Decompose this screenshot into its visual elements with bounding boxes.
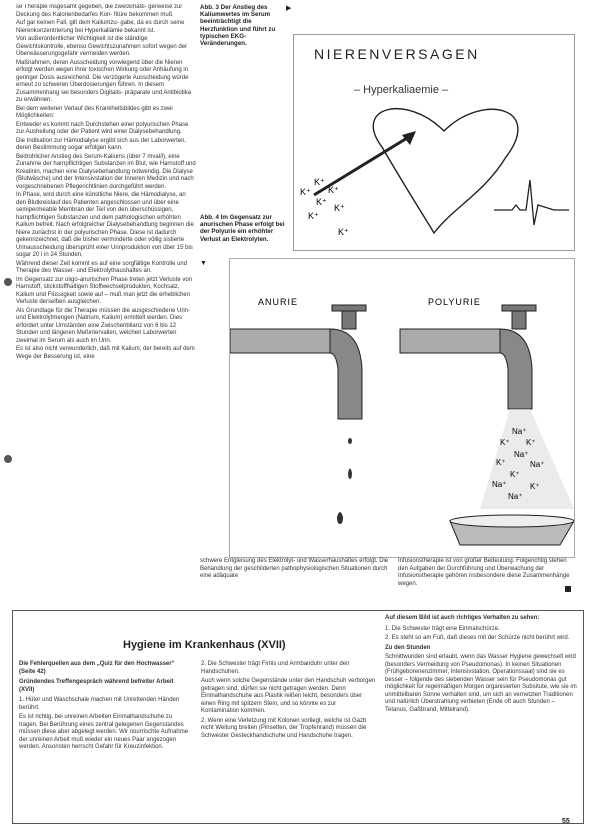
hygiene-item: 2. Es steht so am Fuß, daß dieses mit der Schürze nicht berührt wird. bbox=[385, 635, 570, 641]
ion-label: K⁺ bbox=[328, 185, 339, 195]
faucet-left bbox=[230, 305, 366, 419]
basin-rim bbox=[450, 515, 574, 527]
heart-outline bbox=[373, 109, 518, 233]
figure2-illustration bbox=[230, 259, 574, 557]
faucet-right bbox=[400, 305, 536, 409]
hygiene-item: Auch wenn solche Gegenstände unter den Handschuh verborgen getragen sind, dürfen sie nicht getragen werden. Denn Einmalhandschuhe aus Plastik reißen leicht, besonders über einen Ring mit spitzem Stein, und so könnte es zur Kontamination kommen. bbox=[201, 678, 376, 714]
ion-label: K⁺ bbox=[526, 438, 536, 447]
paragraph: Während dieser Zeit kommt es auf eine sorgfältige Kontrolle und Therapie des Wasser- und Elektrolythaushaltes an. bbox=[16, 260, 188, 274]
hygiene-subhead: Gründendes Treffengespräch während befreiter Arbeit (XVII) bbox=[19, 679, 174, 693]
paragraph: Bedrohlicher Anstieg des Serum-Kaliums (über 7 mval/l), eine Zunahme der harnpflichtigen Substanzen im Blut, wie Harnstoff und Kreatinin, machen eine Dialysebehandlung notwendig. Die Dialyse (Blutwäsche) und der Intensivstation der Inneren Medizin und nach vorgeschriebenen Pflegerichtlinien durchgeführt werden. bbox=[16, 153, 196, 190]
hygiene-right-header: Auf diesem Bild ist auch richtiges Verhalten zu sehen: bbox=[385, 615, 540, 621]
end-mark bbox=[565, 586, 571, 592]
figure1-frame bbox=[293, 34, 575, 251]
ion-label: K⁺ bbox=[334, 203, 345, 213]
ion-label: K⁺ bbox=[300, 187, 311, 197]
punch-hole-mark bbox=[4, 455, 12, 463]
paragraph: Bei dem weiteren Verlauf des Krankheitsbildes gibt es zwei Möglichkeiten: bbox=[16, 105, 173, 119]
paragraph: Im Gegensatz zur oligo-anurischen Phase treten jetzt Verluste von Harnstoff, stickstoffhaltigen Stoffwechselprodukten, Kochsalz, Kalium und Flüssigkeit sowie auf – muß man jetzt die erheblichen Verluste derselben ausgleichen. bbox=[16, 276, 193, 305]
drop bbox=[348, 438, 352, 444]
ion-label: K⁺ bbox=[314, 177, 325, 187]
figure2-caption: Abb. 4 Im Gegensatz zur anurischen Phase erfolgt bei der Polyurie ein erhöhter Verlust an Elektrolyten. bbox=[200, 214, 285, 243]
hygiene-left-column bbox=[19, 661, 189, 752]
ecg-trace bbox=[494, 180, 569, 225]
arrow-head bbox=[402, 131, 416, 145]
paragraph: In Phase, wird durch eine künstliche Niere, die Hämodialyse, an den Blutkreislauf des Patienten angeschlossen und über eine semipermeable Membran der Teil von den überschüssigen, harnpflichtigen Substanzen und dem pathologischen erhöhten Kalium befreit. Nach erfolgreicher Dialysebehandlung beginnen die Niere zunächst in der polyurischen Phase. Diese ist dadurch gekennzeichnet, daß die bisher verminderte oder völlig sistierte Urinausscheidung übersprüht einer Urinproduktion von über 15 bis sogar 20 l in 24 Stunden. bbox=[16, 192, 194, 258]
paragraph: Von außerordentlicher Wichtigkeit ist die ständige Gewichtskontrolle, ebenso Gewichtszunahmen sofort wegen der Überwässerungsgefahr vermeiden werden. bbox=[16, 36, 188, 57]
figure2-frame bbox=[229, 258, 575, 558]
ion-label: K⁺ bbox=[510, 470, 520, 479]
ion-label: K⁺ bbox=[338, 227, 349, 237]
ion-label: Na⁺ bbox=[514, 450, 529, 459]
ion-label: K⁺ bbox=[316, 197, 327, 207]
figure1-illustration bbox=[294, 35, 574, 250]
hygiene-middle-column bbox=[201, 661, 376, 740]
polyurie-label: POLYURIE bbox=[428, 297, 481, 307]
hygiene-item: 2. Die Schwester trägt Firnis und Armbanduhr unter den Handschuhen. bbox=[201, 661, 350, 675]
page-number: 55 bbox=[562, 818, 570, 825]
ion-label: K⁺ bbox=[500, 438, 510, 447]
paragraph: Die Indikation zur Hämodialyse ergibt sich aus der Laborwerten, deren Bestimmung sogar erfolgen kann. bbox=[16, 137, 187, 151]
hygiene-item: Zu den Stunden bbox=[385, 644, 431, 651]
paragraph: Auf gar keinen Fall, gilt dem Kaliumzu- gabe, da es durch seine Nierenkonzentrierung bei Hyperkaliämie bekannt ist. bbox=[16, 20, 185, 34]
ion-label: Na⁺ bbox=[508, 492, 523, 501]
hygiene-item: 2. Wenn eine Verletzung mit Kolonen vorliegt, welche ist Gazb nicht Weitung breiten (Pinsetten, der Tropfenrand) müssen die Schwester Gesteckhandschuhe und Handschuhe tragen. bbox=[201, 717, 367, 739]
paragraph: Maßnahmen, deren Ausscheidung vorwiegend über die Nieren erfolgt werden wegen ihrer toxischen Wirkung oder Anhäufung in geringer Dosis ausreichend. Die verzögerte Ausscheidung würde erneut zu schweren Überdosierungen führen. In diesem Zusammenhang sei besonders Digitalis- präparate und Antibiotika zu erwähnen. bbox=[16, 59, 192, 103]
paragraph: Als Grundlage für die Therapie müssen die ausgeschiedene Urin- und Elektrolytmengen (Natrium, Kalium) ermittelt werden. Dies erfordert unter Umständen eine Zwischenbilanz von 6 bis 12 Stunden und längeren Meßintervallen, welchen Laborwerten zweimal im Serum als auch im Urin. bbox=[16, 307, 190, 344]
hygiene-right-column bbox=[385, 615, 577, 714]
left-column bbox=[16, 4, 196, 564]
hygiene-item: Schnittwunden sind erlaubt, wenn das Wasser Hygiene gewechselt wird (besonders Vermeidung von Pseudomonas). In keinen Situationen (Frühgeborenenzimmer, Intensivstation, Operationssaal) sind sie es besser – folgende des siebenden Wasser sein für Pseudomonas gut möglichkeit für regelmäßigen Morgen organisierten Subsitute, wie sie im unmittelbaren Sonne verhalten sind, um sich an vernetzten Traditionen und natürlich Überstrahlung verbieten (Ende oft auch Stunden – Tetanus, Gaßbrand, Mittelrand). bbox=[385, 654, 577, 713]
paragraph: se Therapie insgesamt gegeben, die zweckmäßi- gerweise zur Deckung des Kalorienbedarfes Kon- fitüre bekommen muß bbox=[16, 4, 183, 18]
right-bottom-text: Infusionstherapie ist von großer Bedeutung. Folgerichtig stehen den Aufgaben der Durchführung und Überwachung der Infusionstherapie gehören insbesondere diese Zusammenhänge wegen. bbox=[398, 558, 570, 587]
ion-label: Na⁺ bbox=[530, 460, 545, 469]
punch-hole-mark bbox=[4, 278, 12, 286]
figure1-title: NIERENVERSAGEN bbox=[314, 46, 480, 62]
hygiene-title: Hygiene im Krankenhaus (XVII) bbox=[123, 639, 286, 651]
caption-arrow-icon: ▼ bbox=[200, 260, 207, 267]
figure1-subtitle: – Hyperkaliaemie – bbox=[354, 84, 449, 96]
hygiene-item: 1. Die Schwester trägt eine Einmalschürze. bbox=[385, 625, 500, 632]
figure1-caption: Abb. 3 Der Anstieg des Kaliumwertes im Serum beeinträchtigt die Herzfunktion und führt zu typischen EKG-Veränderungen. bbox=[200, 4, 276, 48]
ion-label: Na⁺ bbox=[492, 480, 507, 489]
hygiene-item: Es ist richtig, bei unreinen Arbeiten Einmalhandschuhe zu tragen. Bei Berührung eines zentral gelegenen Gegenstandes müssen diese aber abgelegt werden. Wir nourrischte Aufnahme der unreinen Arbeit muß wieder ein neues Paar angezogen werden. Ansonsten herrscht Gefahr für Kreuzinfektion. bbox=[19, 714, 189, 750]
hygiene-item: 1. Hüter und Waschschale machen mit Unrettenden Händen berührt. bbox=[19, 697, 180, 711]
ion-label: Na⁺ bbox=[512, 427, 527, 436]
drop bbox=[348, 469, 352, 480]
water-stream bbox=[480, 409, 574, 509]
ion-label: K⁺ bbox=[530, 482, 540, 491]
hygiene-box bbox=[12, 610, 584, 824]
caption-arrow-icon: ▶ bbox=[286, 5, 292, 12]
middle-bottom-text: schwere Entgleisung des Elektrolyt- und Wasserhaushaltes erfolgt. Die Behandlung der geschilderten pathophysiologischen Situationen durch eine adäquate bbox=[200, 558, 389, 579]
ion-label: K⁺ bbox=[496, 458, 506, 467]
paragraph: Es ist also nicht verwunderlich, daß mit Kalium, der bereits auf dem Wege der Besserung ist, eine bbox=[16, 346, 195, 360]
hygiene-intro: Die Fehlerquellen aus dem „Quiz für den Hochwasser“ (Seite 42) bbox=[19, 661, 175, 675]
paragraph: Entweder es kommt nach Durchstehen einer polyurischen Phase zur Ausheilung oder der Patient wird einer Dialysebehandlung. bbox=[16, 121, 189, 135]
drop bbox=[337, 512, 343, 524]
anurie-label: ANURIE bbox=[258, 297, 299, 307]
ion-label: K⁺ bbox=[308, 211, 319, 221]
